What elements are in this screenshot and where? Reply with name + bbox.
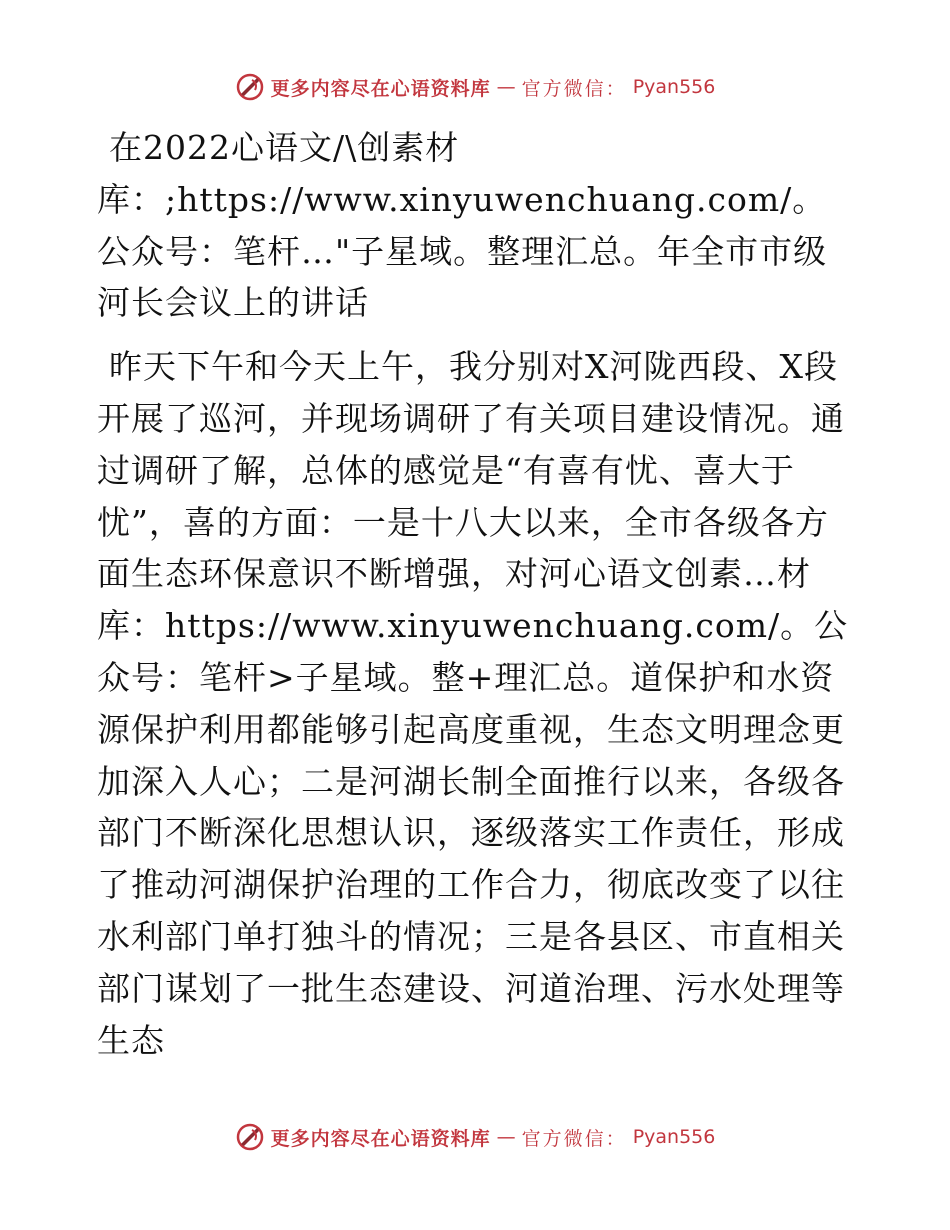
header-banner: [0, 72, 950, 102]
body-paragraph: 昨天下午和今天上午，我分别对X河陇西段、X段开展了巡河，并现场调研了有关项目建设情况。通过调研了解，总体的感觉是“有喜有忧、喜大于忧”，喜的方面：一是十八大以来，全市各级各方面生态环保意识不断增强，对河心语文创素…材库：https://www.xinyuwenchuang.com/。公众号：笔杆>子星域。整+理汇总。道保护和水资源保护利用都能够引起高度重视，生态文明理念更加深入人心；二是河湖长制全面推行以来，各级各部门不断深化思想认识，逐级落实工作责任，形成了推动河湖保护治理的工作合力，彻底改变了以往水利部门单打独斗的情况；三是各县区、市直相关部门谋划了一批生态建设、河道治理、污水处理等生态: [97, 347, 849, 1060]
banner-main-text: 更多内容尽在心语资料库: [270, 1127, 491, 1150]
footer-banner: [0, 1122, 950, 1152]
brand-logo-icon: [235, 72, 265, 102]
banner-dash: —: [496, 1126, 516, 1148]
banner-dash: —: [496, 76, 516, 98]
title-paragraph: 在2022心语文/\创素材库：;https://www.xinyuwenchuang.com/。公众号：笔杆…"子星域。整理汇总。年全市市级河长会议上的讲话: [97, 128, 828, 323]
banner-label: 官方微信：: [521, 1127, 627, 1150]
banner-label: 官方微信：: [521, 77, 627, 100]
banner-wechat-id: Pyan556: [632, 76, 716, 98]
banner-main-text: 更多内容尽在心语资料库: [270, 77, 491, 100]
banner-wechat-id: Pyan556: [632, 1126, 716, 1148]
document-body: [97, 122, 857, 1066]
brand-logo-icon: [235, 1122, 265, 1152]
